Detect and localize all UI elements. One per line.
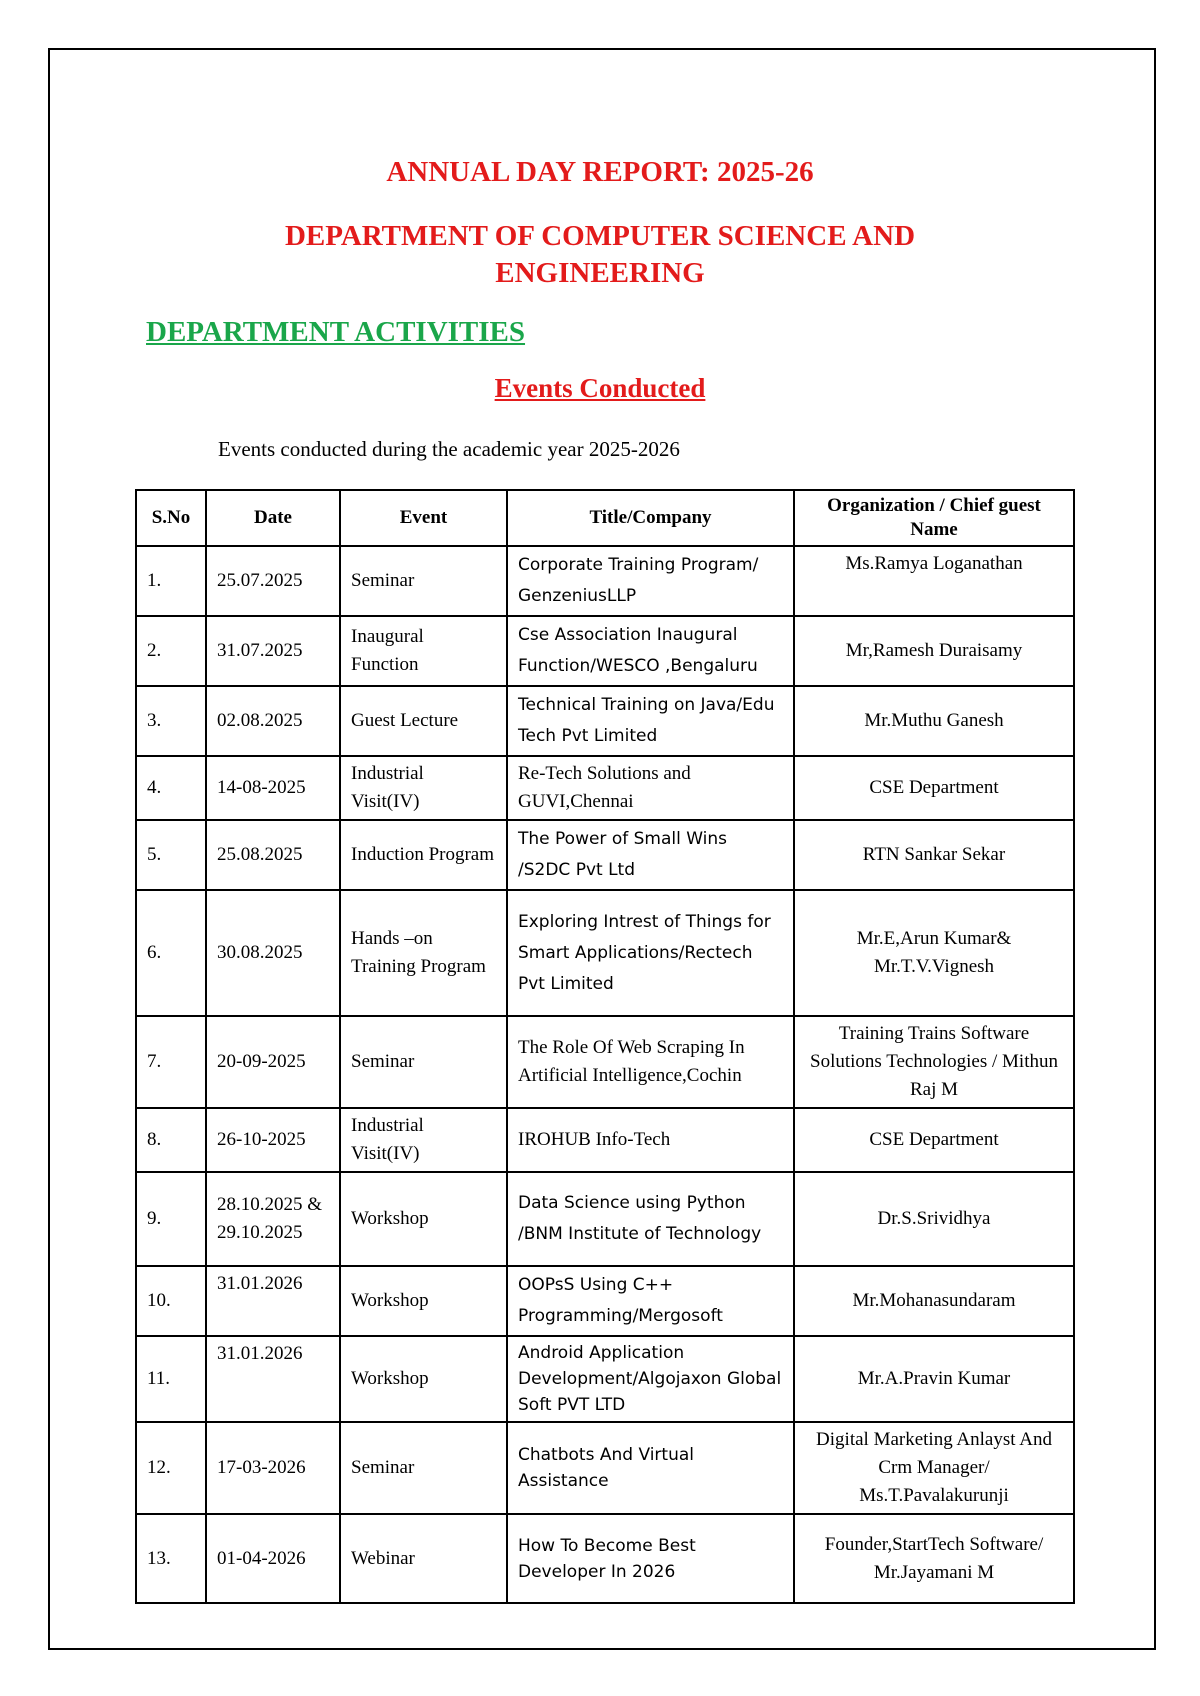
cell-organization: Dr.S.Srividhya — [794, 1172, 1074, 1266]
cell-date: 26-10-2025 — [206, 1108, 340, 1172]
table-row — [136, 820, 1074, 890]
cell-title: Chatbots And Virtual Assistance — [507, 1422, 794, 1514]
table-row — [136, 546, 1074, 616]
cell-event: Induction Program — [340, 820, 507, 890]
cell-event: Webinar — [340, 1514, 507, 1603]
cell-organization: Mr.A.Pravin Kumar — [794, 1336, 1074, 1422]
cell-event: Industrial Visit(IV) — [340, 1108, 507, 1172]
cell-event: Seminar — [340, 1422, 507, 1514]
intro-text: Events conducted during the academic year 2025-2026 — [218, 437, 680, 461]
cell-organization: Ms.Ramya Loganathan — [794, 546, 1074, 616]
column-header-title: Title/Company — [507, 490, 794, 546]
cell-organization: RTN Sankar Sekar — [794, 820, 1074, 890]
cell-event: Workshop — [340, 1172, 507, 1266]
cell-organization: Mr.E,Arun Kumar& Mr.T.V.Vignesh — [794, 890, 1074, 1016]
cell-date: 20-09-2025 — [206, 1016, 340, 1108]
cell-organization: CSE Department — [794, 1108, 1074, 1172]
cell-title: Android Application Development/Algojaxon Global Soft PVT LTD — [507, 1336, 794, 1422]
department-title-line1: DEPARTMENT OF COMPUTER SCIENCE AND — [284, 220, 916, 252]
cell-sno: 4. — [136, 756, 206, 820]
cell-title: The Role Of Web Scraping In Artificial Intelligence,Cochin — [507, 1016, 794, 1108]
cell-title: Data Science using Python /BNM Institute of Technology — [507, 1172, 794, 1266]
cell-date: 17-03-2026 — [206, 1422, 340, 1514]
column-header-event: Event — [340, 490, 507, 546]
column-header-sno: S.No — [136, 490, 206, 546]
table-row — [136, 1514, 1074, 1603]
table-row — [136, 616, 1074, 686]
cell-event: Inaugural Function — [340, 616, 507, 686]
cell-organization: Mr,Ramesh Duraisamy — [794, 616, 1074, 686]
cell-event: Seminar — [340, 546, 507, 616]
cell-organization: Training Trains Software Solutions Technologies / Mithun Raj M — [794, 1016, 1074, 1108]
table-row — [136, 1336, 1074, 1422]
cell-date: 25.07.2025 — [206, 546, 340, 616]
cell-title: The Power of Small Wins /S2DC Pvt Ltd — [507, 820, 794, 890]
table-row — [136, 756, 1074, 820]
cell-sno: 9. — [136, 1172, 206, 1266]
table-header-row — [136, 490, 1074, 546]
cell-event: Guest Lecture — [340, 686, 507, 756]
cell-sno: 7. — [136, 1016, 206, 1108]
cell-sno: 13. — [136, 1514, 206, 1603]
table-row — [136, 1016, 1074, 1108]
department-title — [0, 218, 1200, 292]
cell-sno: 12. — [136, 1422, 206, 1514]
cell-organization: Mr.Muthu Ganesh — [794, 686, 1074, 756]
cell-sno: 1. — [136, 546, 206, 616]
table-row — [136, 1266, 1074, 1336]
cell-organization: Founder,StartTech Software/ Mr.Jayamani M — [794, 1514, 1074, 1603]
cell-event: Industrial Visit(IV) — [340, 756, 507, 820]
cell-event: Workshop — [340, 1336, 507, 1422]
cell-sno: 10. — [136, 1266, 206, 1336]
cell-title: How To Become Best Developer In 2026 — [507, 1514, 794, 1603]
column-header-date: Date — [206, 490, 340, 546]
section-title: DEPARTMENT ACTIVITIES — [146, 316, 526, 348]
cell-event: Workshop — [340, 1266, 507, 1336]
cell-title: Exploring Intrest of Things for Smart Applications/Rectech Pvt Limited — [507, 890, 794, 1016]
cell-title: Re-Tech Solutions and GUVI,Chennai — [507, 756, 794, 820]
subsection-title: Events Conducted — [494, 373, 706, 403]
cell-date: 25.08.2025 — [206, 820, 340, 890]
cell-title: Cse Association Inaugural Function/WESCO ,Bengaluru — [507, 616, 794, 686]
report-title: ANNUAL DAY REPORT: 2025-26 — [386, 156, 814, 188]
cell-sno: 6. — [136, 890, 206, 1016]
cell-date: 31.01.2026 — [206, 1266, 340, 1336]
table-row — [136, 1422, 1074, 1514]
cell-date: 31.07.2025 — [206, 616, 340, 686]
cell-date: 01-04-2026 — [206, 1514, 340, 1603]
events-table — [135, 489, 1075, 1604]
cell-date: 02.08.2025 — [206, 686, 340, 756]
cell-sno: 11. — [136, 1336, 206, 1422]
cell-title: Technical Training on Java/Edu Tech Pvt Limited — [507, 686, 794, 756]
cell-organization: Mr.Mohanasundaram — [794, 1266, 1074, 1336]
cell-event: Seminar — [340, 1016, 507, 1108]
cell-sno: 3. — [136, 686, 206, 756]
cell-date: 28.10.2025 &29.10.2025 — [206, 1172, 340, 1266]
cell-date: 14-08-2025 — [206, 756, 340, 820]
cell-date: 31.01.2026 — [206, 1336, 340, 1422]
cell-sno: 2. — [136, 616, 206, 686]
cell-sno: 5. — [136, 820, 206, 890]
cell-title: OOPsS Using C++ Programming/Mergosoft — [507, 1266, 794, 1336]
cell-sno: 8. — [136, 1108, 206, 1172]
cell-organization: CSE Department — [794, 756, 1074, 820]
cell-date: 30.08.2025 — [206, 890, 340, 1016]
department-title-line2: ENGINEERING — [495, 257, 705, 289]
column-header-organization: Organization / Chief guest Name — [794, 490, 1074, 546]
table-row — [136, 686, 1074, 756]
cell-organization: Digital Marketing Anlayst And Crm Manager/ Ms.T.Pavalakurunji — [794, 1422, 1074, 1514]
table-row — [136, 890, 1074, 1016]
cell-title: Corporate Training Program/ GenzeniusLLP — [507, 546, 794, 616]
cell-event: Hands –on Training Program — [340, 890, 507, 1016]
cell-title: IROHUB Info-Tech — [507, 1108, 794, 1172]
table-row — [136, 1108, 1074, 1172]
table-row — [136, 1172, 1074, 1266]
